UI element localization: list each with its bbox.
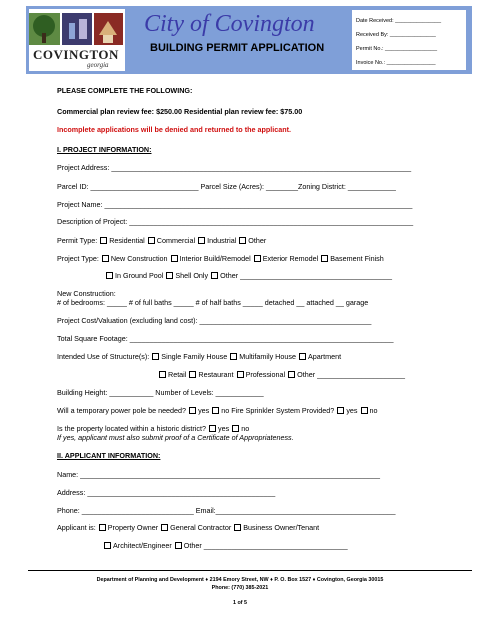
instructions-heading: PLEASE COMPLETE THE FOLLOWING: (57, 86, 193, 95)
multifamily-checkbox[interactable] (230, 353, 237, 360)
residential-checkbox[interactable] (100, 237, 107, 244)
applicant-type-row (57, 523, 319, 532)
general-contractor-label: General Contractor (170, 523, 232, 532)
footer-phone: Phone: (770) 385-2021 (211, 585, 269, 591)
applicant-name-field[interactable]: Name: ___________________________________________________________________________ (57, 470, 380, 479)
restaurant-label: Restaurant (198, 370, 234, 379)
city-title: City of Covington (144, 11, 315, 37)
applicant-address-field[interactable]: Address: _______________________________________________ (57, 488, 276, 497)
business-owner-checkbox[interactable] (234, 524, 241, 531)
single-family-label: Single Family House (161, 352, 228, 361)
professional-label: Professional (245, 370, 286, 379)
logo-name: COVINGTON (33, 47, 119, 62)
permit-type-row (57, 236, 266, 245)
office-use-box (352, 10, 466, 70)
intended-use-label: Intended Use of Structure(s): (57, 352, 150, 361)
project-type-label: Project Type: (57, 254, 99, 263)
power-pole-yes-label: yes (198, 406, 210, 415)
architect-checkbox[interactable] (104, 542, 111, 549)
single-family-checkbox[interactable] (152, 353, 159, 360)
apartment-label: Apartment (307, 352, 342, 361)
use-other-field[interactable]: Other ______________________ (297, 370, 406, 379)
commercial-label: Commercial (156, 236, 196, 245)
project-description-field[interactable]: Description of Project: _______________________________________________________________________ (57, 217, 414, 226)
new-construction-heading: New Construction: (57, 289, 116, 298)
shell-only-checkbox[interactable] (166, 272, 173, 279)
date-received-field[interactable]: Date Received: _______________ (356, 18, 442, 24)
power-pole-yes-checkbox[interactable] (189, 407, 196, 414)
new-construction-label: New Construction (110, 254, 168, 263)
applicant-section-heading: II. APPLICANT INFORMATION: (57, 451, 161, 460)
historic-note: If yes, applicant must also submit proof of a Certificate of Appropriateness. (57, 433, 294, 442)
professional-checkbox[interactable] (237, 371, 244, 378)
permit-other-label: Other (248, 236, 267, 245)
permit-no-field[interactable]: Permit No.: _________________ (356, 46, 438, 52)
property-owner-checkbox[interactable] (99, 524, 106, 531)
historic-yes-label: yes (218, 424, 230, 433)
shell-only-label: Shell Only (175, 271, 209, 280)
applicant-phone-email-field[interactable]: Phone: ____________________________ Email:_____________________________________________ (57, 506, 396, 515)
industrial-checkbox[interactable] (198, 237, 205, 244)
intended-use-row (57, 352, 341, 361)
invoice-no-field[interactable]: Invoice No.: ________________ (356, 60, 436, 66)
historic-no-checkbox[interactable] (232, 425, 239, 432)
industrial-label: Industrial (207, 236, 237, 245)
project-other-checkbox[interactable] (211, 272, 218, 279)
applicant-type-row-2 (103, 541, 348, 550)
historic-no-label: no (241, 424, 250, 433)
use-other-checkbox[interactable] (288, 371, 295, 378)
retail-label: Retail (168, 370, 187, 379)
building-height-field[interactable]: Building Height: ___________ Number of Levels: ____________ (57, 388, 264, 397)
retail-checkbox[interactable] (159, 371, 166, 378)
historic-yes-checkbox[interactable] (209, 425, 216, 432)
parcel-id-field[interactable]: Parcel ID: ___________________________ Parcel Size (Acres): ________Zoning District: ____________ (57, 182, 396, 191)
page-number: 1 of 5 (232, 600, 248, 606)
power-pole-no-checkbox[interactable] (212, 407, 219, 414)
project-type-row-2 (105, 271, 392, 280)
intended-use-row-2 (158, 370, 405, 379)
project-type-row (57, 254, 384, 263)
exterior-remodel-checkbox[interactable] (254, 255, 261, 262)
apartment-checkbox[interactable] (299, 353, 306, 360)
form-title: BUILDING PERMIT APPLICATION (150, 42, 325, 54)
pool-checkbox[interactable] (106, 272, 113, 279)
property-owner-label: Property Owner (107, 523, 159, 532)
interior-remodel-checkbox[interactable] (171, 255, 178, 262)
residential-label: Residential (109, 236, 145, 245)
bedrooms-baths-field[interactable]: # of bedrooms: _____ # of full baths _____ # of half baths _____ detached __ attached __ garage (57, 298, 369, 307)
permit-other-checkbox[interactable] (239, 237, 246, 244)
interior-remodel-label: Interior Build/Remodel (179, 254, 251, 263)
power-pole-row (57, 406, 378, 415)
historic-question: Is the property located within a historic district? (57, 424, 207, 433)
project-other-field[interactable]: Other ______________________________________ (220, 271, 392, 280)
applicant-other-field[interactable]: Other ____________________________________ (183, 541, 348, 550)
multifamily-label: Multifamily House (239, 352, 296, 361)
architect-label: Architect/Engineer (113, 541, 172, 550)
city-logo (29, 9, 125, 71)
square-footage-field[interactable]: Total Square Footage: __________________________________________________________________ (57, 334, 394, 343)
logo-skyline-icon (29, 9, 125, 49)
form-header (26, 6, 472, 74)
sprinkler-yes-label: yes (346, 406, 358, 415)
basement-finish-checkbox[interactable] (321, 255, 328, 262)
sprinkler-question: no Fire Sprinkler System Provided? (221, 406, 335, 415)
footer-divider (28, 570, 472, 571)
project-cost-field[interactable]: Project Cost/Valuation (excluding land cost): ___________________________________________ (57, 316, 372, 325)
applicant-other-checkbox[interactable] (175, 542, 182, 549)
project-name-field[interactable]: Project Name: _____________________________________________________________________________ (57, 200, 413, 209)
applicant-type-label: Applicant is: (57, 523, 96, 532)
exterior-remodel-label: Exterior Remodel (262, 254, 319, 263)
footer-department: Department of Planning and Development ♦ 2194 Emory Street, NW ♦ P. O. Box 1527 ♦ Covington, Georgia 30015 (96, 577, 384, 583)
sprinkler-yes-checkbox[interactable] (337, 407, 344, 414)
permit-type-label: Permit Type: (57, 236, 98, 245)
logo-subtitle: georgia (87, 61, 109, 69)
warning-text: Incomplete applications will be denied and returned to the applicant. (57, 125, 292, 134)
restaurant-checkbox[interactable] (189, 371, 196, 378)
commercial-checkbox[interactable] (148, 237, 155, 244)
fee-text: Commercial plan review fee: $250.00 Residential plan review fee: $75.00 (57, 107, 303, 116)
power-pole-question: Will a temporary power pole be needed? (57, 406, 187, 415)
historic-row (57, 424, 249, 433)
sprinkler-no-label: no (369, 406, 378, 415)
received-by-field[interactable]: Received By: _______________ (356, 32, 436, 38)
new-construction-checkbox[interactable] (102, 255, 109, 262)
general-contractor-checkbox[interactable] (161, 524, 168, 531)
business-owner-label: Business Owner/Tenant (243, 523, 320, 532)
pool-label: In Ground Pool (115, 271, 164, 280)
project-address-field[interactable]: Project Address: ___________________________________________________________________________ (57, 163, 412, 172)
sprinkler-no-checkbox[interactable] (361, 407, 368, 414)
project-section-heading: I. PROJECT INFORMATION: (57, 145, 152, 154)
basement-finish-label: Basement Finish (330, 254, 384, 263)
